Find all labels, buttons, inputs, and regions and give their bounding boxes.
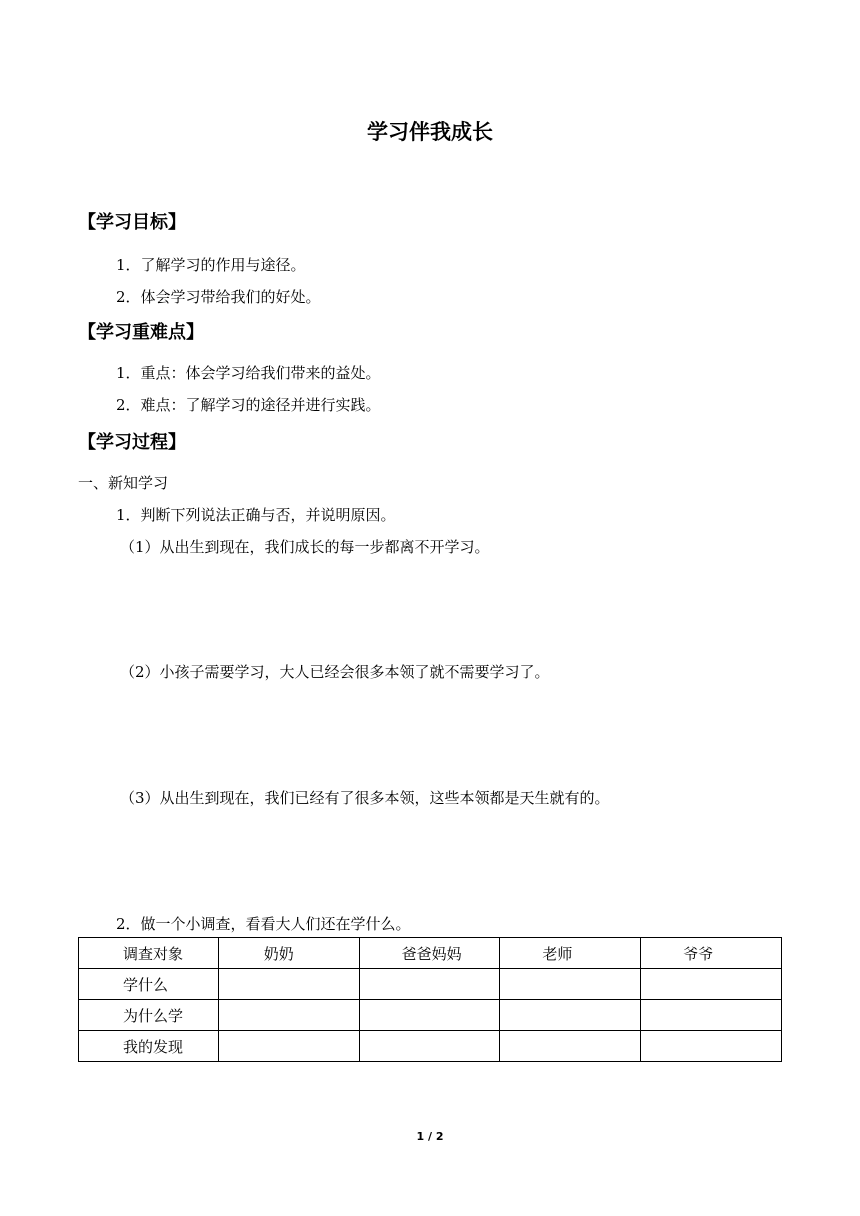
table-row	[79, 969, 782, 1000]
row-label: 学什么	[79, 969, 219, 1000]
answer-cell[interactable]	[359, 969, 500, 1000]
objective-item: 1．了解学习的作用与途径。	[116, 256, 306, 274]
key-point-item: 1．重点：体会学习给我们带来的益处。	[116, 364, 381, 382]
table-row	[79, 1031, 782, 1062]
row-label: 为什么学	[79, 1000, 219, 1031]
question-one: 1．判断下列说法正确与否，并说明原因。	[116, 506, 396, 524]
row-label: 我的发现	[79, 1031, 219, 1062]
key-point-item: 2．难点：了解学习的途径并进行实践。	[116, 396, 381, 414]
table-header-cell: 调查对象	[79, 938, 219, 969]
table-header-cell: 爸爸妈妈	[359, 938, 500, 969]
answer-cell[interactable]	[500, 969, 641, 1000]
page-title: 学习伴我成长	[367, 120, 493, 144]
answer-cell[interactable]	[218, 969, 359, 1000]
answer-cell[interactable]	[218, 1000, 359, 1031]
table-header-cell: 奶奶	[218, 938, 359, 969]
question-one-item: （3）从出生到现在，我们已经有了很多本领，这些本领都是天生就有的。	[120, 789, 610, 807]
process-heading: 【学习过程】	[78, 432, 186, 453]
answer-cell[interactable]	[500, 1000, 641, 1031]
answer-cell[interactable]	[218, 1031, 359, 1062]
answer-cell[interactable]	[359, 1000, 500, 1031]
table-row	[79, 1000, 782, 1031]
table-header-row	[79, 938, 782, 969]
question-one-item: （1）从出生到现在，我们成长的每一步都离不开学习。	[120, 538, 490, 556]
table-header-cell: 爷爷	[641, 938, 782, 969]
key-points-heading: 【学习重难点】	[78, 322, 204, 343]
part-one-label: 一、新知学习	[78, 474, 169, 492]
objective-item: 2．体会学习带给我们的好处。	[116, 288, 321, 306]
answer-cell[interactable]	[641, 1000, 782, 1031]
answer-cell[interactable]	[641, 969, 782, 1000]
survey-table	[78, 937, 782, 1062]
table-header-cell: 老师	[500, 938, 641, 969]
answer-cell[interactable]	[359, 1031, 500, 1062]
question-one-item: （2）小孩子需要学习，大人已经会很多本领了就不需要学习了。	[120, 663, 550, 681]
question-two: 2．做一个小调查，看看大人们还在学什么。	[116, 915, 411, 933]
answer-cell[interactable]	[641, 1031, 782, 1062]
answer-cell[interactable]	[500, 1031, 641, 1062]
page-number: 1 / 2	[416, 1130, 444, 1143]
objectives-heading: 【学习目标】	[78, 212, 186, 233]
